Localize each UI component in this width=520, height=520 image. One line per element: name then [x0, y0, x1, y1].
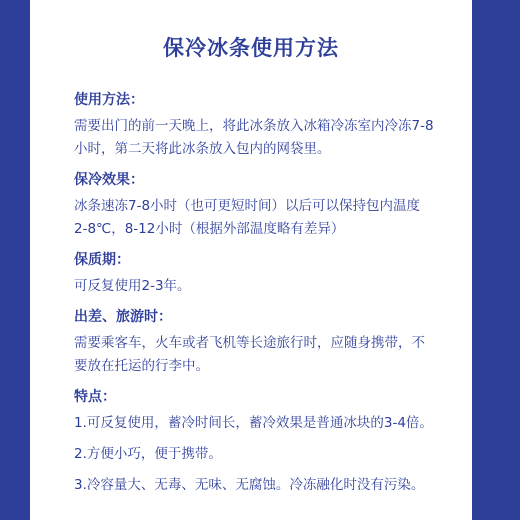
section-label: 特点： — [74, 389, 116, 405]
section-text — [74, 332, 444, 378]
section-text — [74, 275, 444, 298]
text-line: 需要乘客车，火车或者飞机等长途旅行时，应随身携带，不 — [74, 335, 425, 351]
section-label: 使用方法： — [74, 92, 144, 108]
text-line: 要放在托运的行李中。 — [74, 358, 209, 374]
instruction-card — [30, 0, 472, 520]
text-line: 2-8℃，8-12小时（根据外部温度略有差异） — [74, 221, 345, 237]
section-label: 保冷效果： — [74, 172, 144, 188]
section-label: 保质期： — [74, 252, 130, 268]
section-shelf-life — [74, 250, 444, 298]
section-label: 出差、旅游时： — [74, 309, 172, 325]
text-line: 需要出门的前一天晚上，将此冰条放入冰箱冷冻室内冷冻7-8 — [74, 118, 434, 134]
section-cooling-effect — [74, 170, 444, 241]
section-usage — [74, 90, 444, 161]
section-text — [74, 195, 444, 241]
text-line: 可反复使用2-3年。 — [74, 278, 191, 294]
text-line: 冰条速冻7-8小时（也可更短时间）以后可以保持包内温度 — [74, 198, 421, 214]
section-text — [74, 115, 444, 161]
instruction-content — [74, 90, 444, 506]
feature-item: 2.方便小巧，便于携带。 — [74, 446, 222, 462]
text-line: 小时，第二天将此冰条放入包内的网袋里。 — [74, 141, 331, 157]
page-title: 保冷冰条使用方法 — [163, 36, 339, 60]
feature-item: 1.可反复使用，蓄冷时间长，蓄冷效果是普通冰块的3-4倍。 — [74, 415, 433, 431]
feature-item: 3.冷容量大、无毒、无味、无腐蚀。冷冻融化时没有污染。 — [74, 477, 425, 493]
section-travel — [74, 307, 444, 378]
section-features — [74, 387, 444, 497]
